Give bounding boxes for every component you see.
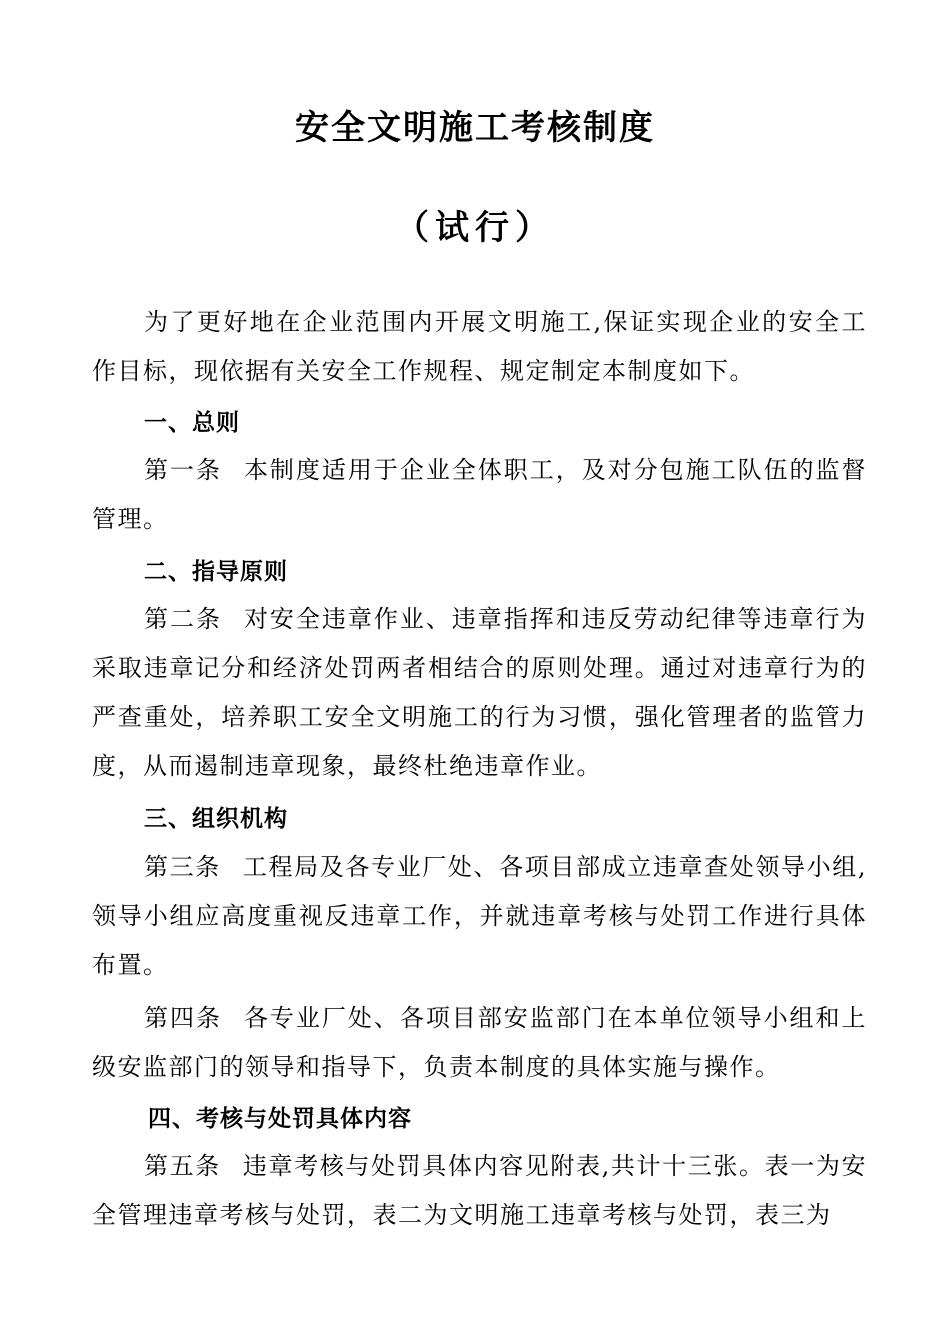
section-heading-general: 一、总则: [144, 410, 240, 436]
article-number: 第一条: [144, 456, 222, 484]
article-number: 第三条: [144, 853, 221, 881]
document-subtitle: （试行）: [395, 208, 555, 248]
section-heading-assessment: 四、考核与处罚具体内容: [148, 1106, 412, 1132]
article-3: [92, 843, 867, 990]
article-5: [92, 1142, 867, 1240]
article-4: [92, 994, 867, 1092]
section-heading-organization: 三、组织机构: [144, 806, 288, 832]
article-2: [92, 595, 867, 791]
section-heading-principles: 二、指导原则: [144, 559, 288, 585]
article-text: 本制度适用于企业全体职工，及对分包施工队伍的监督管理。: [92, 456, 868, 533]
article-text: 对安全违章作业、违章指挥和违反劳动纪律等违章行为采取违章记分和经济处罚两者相结合的原则处理。通过对违章行为的严查重处，培养职工安全文明施工的行为习惯，强化管理者的监管力度，从而遏制违章现象，最终杜绝违章作业。: [92, 605, 868, 780]
intro-paragraph: 为了更好地在企业范围内开展文明施工,保证实现企业的安全工作目标，现依据有关安全工作规程、规定制定本制度如下。: [92, 308, 867, 385]
article-text: 违章考核与处罚具体内容见附表,共计十三张。表一为安全管理违章考核与处罚，表二为文明施工违章考核与处罚，表三为: [92, 1152, 867, 1229]
article-text: 工程局及各专业厂处、各项目部成立违章查处领导小组,领导小组应高度重视反违章工作，并就违章考核与处罚工作进行具体布置。: [92, 853, 867, 979]
article-text: 各专业厂处、各项目部安监部门在本单位领导小组和上级安监部门的领导和指导下，负责本制度的具体实施与操作。: [92, 1004, 868, 1081]
article-number: 第五条: [144, 1152, 221, 1180]
article-1: [92, 446, 867, 544]
article-number: 第二条: [144, 605, 222, 633]
article-number: 第四条: [144, 1004, 222, 1032]
document-title: 安全文明施工考核制度: [295, 108, 655, 148]
